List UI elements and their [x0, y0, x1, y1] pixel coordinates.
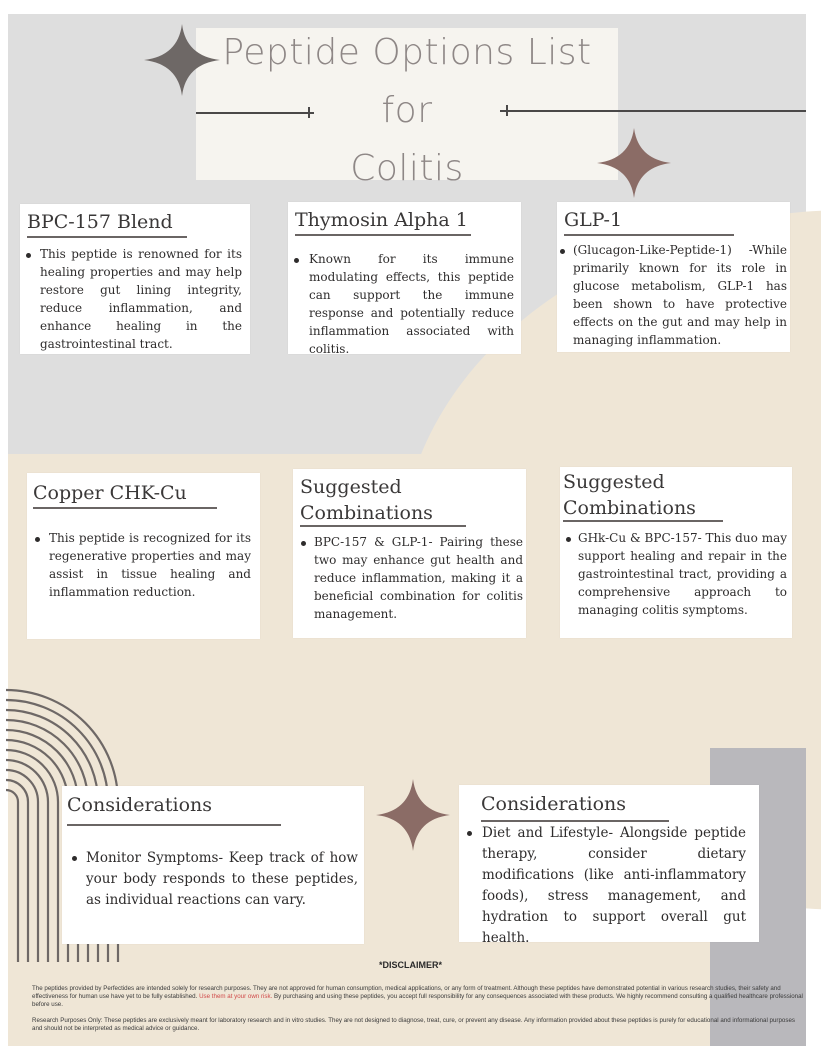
- disclaimer-paragraph-2: Research Purposes Only: These peptides are exclusively meant for laboratory research and in vitro studies. They are not designed to diagnose, treat, cure, or prevent any disease. Any information provided about these peptides is purely for educational and informational purposes and should not be interpreted as medical advice or guidance.: [32, 1017, 795, 1032]
- card-title: Considerations: [67, 794, 212, 816]
- card-title-underline: [27, 236, 187, 238]
- card-title: Copper CHK-Cu: [33, 482, 187, 504]
- bullet-icon: [35, 537, 40, 542]
- disclaimer-heading: *DISCLAIMER*: [378, 960, 442, 970]
- title-rule-left: [196, 112, 314, 114]
- card-title: GLP-1: [564, 209, 623, 231]
- card-title-underline: [563, 520, 723, 522]
- card-title-underline: [564, 234, 734, 236]
- card-title-underline: [481, 820, 669, 822]
- title-rule-right: [500, 110, 806, 112]
- card-suggested-combinations: [560, 467, 792, 638]
- title-line-1: Peptide Options List: [222, 32, 592, 73]
- four-point-star-icon: [597, 128, 671, 198]
- bullet-icon: [294, 258, 299, 263]
- card-body: BPC-157 & GLP-1- Pairing these two may enhance gut health and reduce inflammation, making it a beneficial combination for colitis management.: [314, 535, 523, 621]
- card-glp-1: [557, 202, 790, 352]
- card-suggested-combinations: [293, 469, 526, 638]
- bullet-icon: [560, 249, 565, 254]
- disclaimer-warning: Use them at your own risk.: [199, 993, 273, 1000]
- card-body: GHk-Cu & BPC-157- This duo may support healing and repair in the gastrointestinal tract, providing a comprehensive approach to managing colitis symptoms.: [578, 531, 787, 617]
- card-body: (Glucagon-Like-Peptide-1) -While primarily known for its role in glucose metabolism, GLP-1 has been shown to have protective effects on the gut and may help in managing inflammation.: [573, 243, 787, 347]
- four-point-star-icon: [144, 24, 220, 96]
- four-point-star-icon: [376, 779, 450, 851]
- title-rule-left-tick: [308, 107, 310, 118]
- card-title: Suggested Combinations: [563, 471, 696, 519]
- card-copper-chk-cu: [27, 473, 260, 639]
- card-title: Considerations: [481, 793, 626, 815]
- card-bpc-157-blend: [20, 204, 250, 354]
- title-line-3: Colitis: [350, 148, 464, 189]
- bullet-icon: [566, 537, 571, 542]
- bullet-icon: [467, 831, 472, 836]
- card-title-underline: [33, 507, 217, 509]
- card-title-underline: [67, 824, 281, 826]
- card-thymosin-alpha-1: [288, 202, 521, 354]
- card-title-underline: [300, 525, 466, 527]
- title-line-2: for: [381, 90, 433, 131]
- card-considerations: [62, 786, 364, 944]
- card-title: BPC-157 Blend: [27, 211, 173, 233]
- card-body: This peptide is renowned for its healing properties and may help restore gut lining integrity, reduce inflammation, and enhance healing in the gastrointestinal tract.: [40, 247, 242, 351]
- card-title: Thymosin Alpha 1: [295, 209, 468, 231]
- disclaimer-paragraph-1: [32, 985, 806, 1009]
- title-rule-right-tick: [506, 105, 508, 116]
- card-body: Diet and Lifestyle- Alongside peptide therapy, consider dietary modifications (like anti-inflammatory foods), stress management, and hydration to support overall gut health.: [482, 825, 746, 946]
- card-title-underline: [295, 234, 471, 236]
- disclaimer-text: By purchasing and using these peptides, you accept full responsibility for any consequences associated with these products. We highly recommend consulting a qualified healthcare professional before use.: [32, 993, 803, 1008]
- card-body: Monitor Symptoms- Keep track of how your body responds to these peptides, as individual reactions can vary.: [86, 850, 358, 908]
- card-considerations: [459, 785, 759, 946]
- disclaimer-text: The peptides provided by Perfectides are intended solely for research purposes. They are not approved for human consumption, medical applications, or any form of treatment. Although these peptides have demonstrated potential in various research studies, their safety and effectiveness for human use have yet to be fully established.: [32, 985, 781, 1000]
- bullet-icon: [72, 856, 77, 861]
- card-body: Known for its immune modulating effects, this peptide can support the immune response and potentially reduce inflammation associated with colitis.: [309, 252, 514, 356]
- card-body: This peptide is recognized for its regenerative properties and may assist in tissue healing and inflammation reduction.: [49, 531, 251, 599]
- card-title: Suggested Combinations: [300, 476, 433, 524]
- bullet-icon: [26, 253, 31, 258]
- bullet-icon: [301, 541, 306, 546]
